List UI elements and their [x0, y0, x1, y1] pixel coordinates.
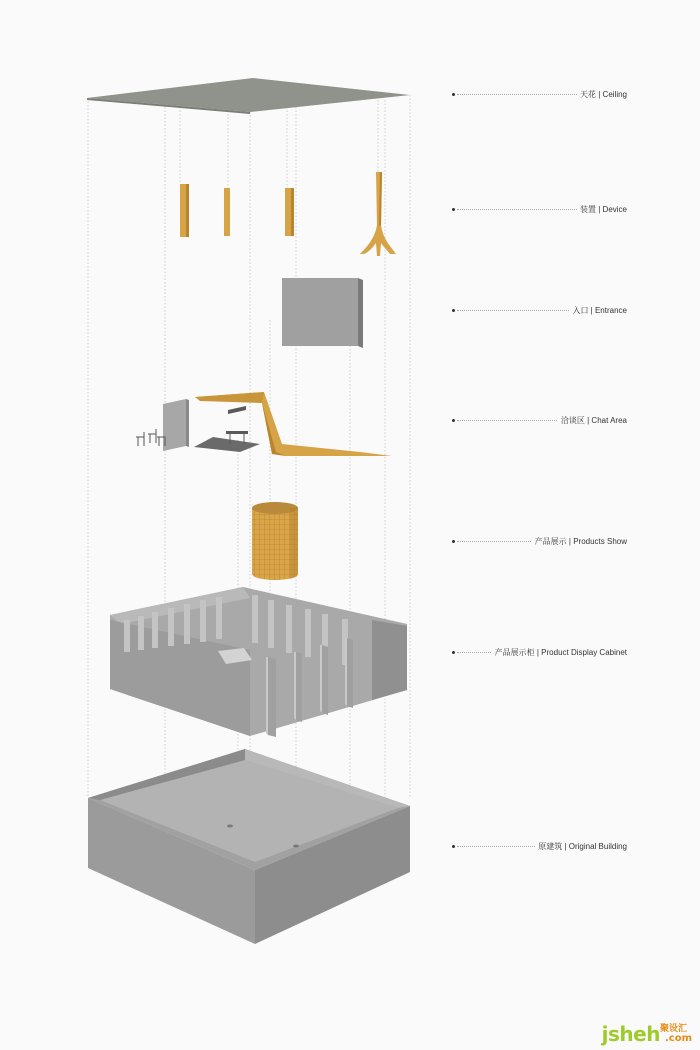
chat-area-layer — [136, 392, 392, 456]
label-device — [452, 203, 632, 217]
bullet-dot — [452, 309, 455, 312]
label-device-text: 装置 | Device — [577, 203, 627, 217]
watermark-logo — [602, 1022, 692, 1046]
leader-line — [457, 652, 493, 653]
leader-line — [457, 94, 577, 95]
label-ceiling-text: 天花 | Ceiling — [577, 88, 627, 102]
device-layer — [180, 172, 396, 256]
label-entrance — [452, 304, 632, 318]
original-building-layer — [88, 749, 410, 944]
leader-line — [457, 541, 537, 542]
leader-line — [457, 846, 537, 847]
label-original-building — [452, 840, 632, 854]
watermark-latin: jsheh — [601, 1022, 660, 1046]
bullet-dot — [452, 845, 455, 848]
bullet-dot — [452, 93, 455, 96]
label-entrance-text: 入口 | Entrance — [569, 304, 627, 318]
label-display-cabinet — [452, 646, 632, 660]
leader-line — [457, 420, 567, 421]
bullet-dot — [452, 208, 455, 211]
bullet-dot — [452, 540, 455, 543]
watermark-domain: .com — [664, 1033, 692, 1044]
ceiling-layer — [87, 78, 410, 114]
label-ceiling — [452, 88, 632, 102]
bullet-dot — [452, 419, 455, 422]
label-original-building-text: 原建筑 | Original Building — [535, 840, 627, 854]
label-display-cabinet-text: 产品展示柜 | Product Display Cabinet — [492, 646, 627, 660]
products-show-layer — [252, 502, 298, 580]
bullet-dot — [452, 651, 455, 654]
label-chat-area-text: 洽谈区 | Chat Area — [558, 414, 627, 428]
watermark-cjk: 聚设汇 — [659, 1024, 687, 1034]
label-products-show-text: 产品展示 | Products Show — [532, 535, 627, 549]
leader-line — [457, 209, 577, 210]
leader-line — [457, 310, 577, 311]
entrance-layer — [282, 278, 363, 348]
label-products-show — [452, 535, 632, 549]
label-chat-area — [452, 414, 632, 428]
display-cabinet-layer — [110, 587, 407, 737]
